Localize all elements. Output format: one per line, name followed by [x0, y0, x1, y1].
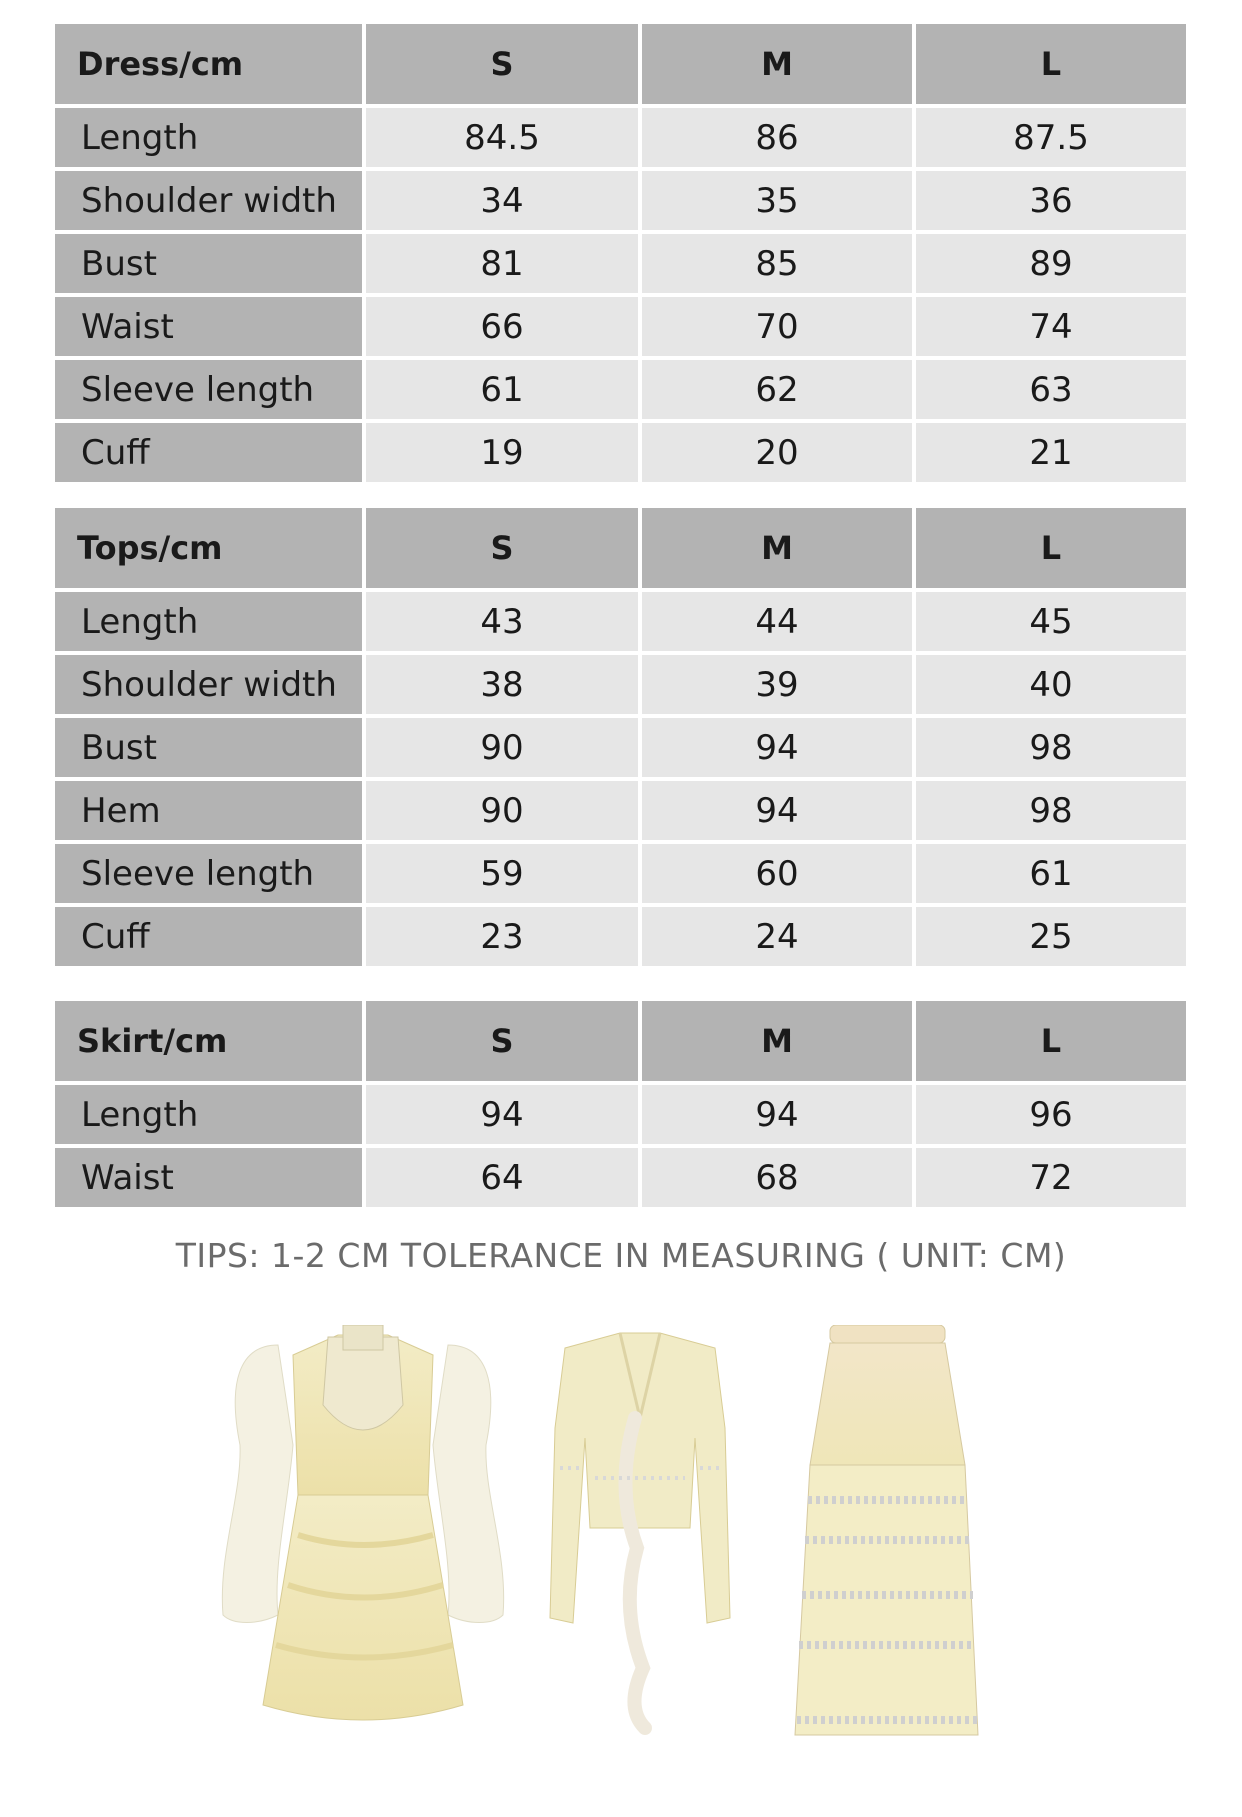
value-cell: 90 — [366, 718, 638, 777]
dress-size-table — [51, 20, 1190, 486]
value-cell: 94 — [642, 781, 912, 840]
size-s-header: S — [366, 24, 638, 104]
value-cell: 44 — [642, 592, 912, 651]
value-cell: 84.5 — [366, 108, 638, 167]
value-cell: 40 — [916, 655, 1186, 714]
table-row — [55, 655, 1186, 714]
row-label: Bust — [55, 234, 362, 293]
table-row — [55, 844, 1186, 903]
size-l-header: L — [916, 1001, 1186, 1081]
value-cell: 60 — [642, 844, 912, 903]
row-label: Length — [55, 1085, 362, 1144]
value-cell: 20 — [642, 423, 912, 482]
value-cell: 25 — [916, 907, 1186, 966]
top-image — [525, 1328, 755, 1738]
table-row — [55, 907, 1186, 966]
value-cell: 36 — [916, 171, 1186, 230]
row-label: Sleeve length — [55, 844, 362, 903]
table-row — [55, 360, 1186, 419]
size-s-header: S — [366, 1001, 638, 1081]
value-cell: 94 — [642, 1085, 912, 1144]
value-cell: 87.5 — [916, 108, 1186, 167]
table-header-row — [55, 24, 1186, 104]
row-label: Shoulder width — [55, 655, 362, 714]
value-cell: 34 — [366, 171, 638, 230]
value-cell: 39 — [642, 655, 912, 714]
value-cell: 90 — [366, 781, 638, 840]
value-cell: 62 — [642, 360, 912, 419]
row-label: Length — [55, 108, 362, 167]
table-row — [55, 108, 1186, 167]
value-cell: 24 — [642, 907, 912, 966]
value-cell: 70 — [642, 297, 912, 356]
value-cell: 21 — [916, 423, 1186, 482]
table-row — [55, 781, 1186, 840]
size-l-header: L — [916, 24, 1186, 104]
value-cell: 96 — [916, 1085, 1186, 1144]
value-cell: 43 — [366, 592, 638, 651]
skirt-size-table — [51, 997, 1190, 1211]
value-cell: 74 — [916, 297, 1186, 356]
table-row — [55, 718, 1186, 777]
table-row — [55, 423, 1186, 482]
skirt-image — [790, 1325, 985, 1745]
row-label: Cuff — [55, 907, 362, 966]
value-cell: 98 — [916, 718, 1186, 777]
size-s-header: S — [366, 508, 638, 588]
size-l-header: L — [916, 508, 1186, 588]
row-label: Cuff — [55, 423, 362, 482]
size-m-header: M — [642, 1001, 912, 1081]
row-label: Hem — [55, 781, 362, 840]
row-label: Bust — [55, 718, 362, 777]
skirt-table-title: Skirt/cm — [55, 1001, 362, 1081]
row-label: Length — [55, 592, 362, 651]
tops-table-title: Tops/cm — [55, 508, 362, 588]
row-label: Shoulder width — [55, 171, 362, 230]
measuring-tips: TIPS: 1-2 CM TOLERANCE IN MEASURING ( UNIT: CM) — [175, 1236, 1067, 1275]
value-cell: 61 — [916, 844, 1186, 903]
value-cell: 89 — [916, 234, 1186, 293]
value-cell: 86 — [642, 108, 912, 167]
dress-image — [218, 1325, 508, 1735]
value-cell: 19 — [366, 423, 638, 482]
row-label: Sleeve length — [55, 360, 362, 419]
value-cell: 23 — [366, 907, 638, 966]
table-header-row — [55, 1001, 1186, 1081]
value-cell: 61 — [366, 360, 638, 419]
value-cell: 85 — [642, 234, 912, 293]
row-label: Waist — [55, 297, 362, 356]
value-cell: 38 — [366, 655, 638, 714]
table-row — [55, 1085, 1186, 1144]
value-cell: 81 — [366, 234, 638, 293]
table-row — [55, 297, 1186, 356]
value-cell: 64 — [366, 1148, 638, 1207]
value-cell: 68 — [642, 1148, 912, 1207]
value-cell: 66 — [366, 297, 638, 356]
value-cell: 63 — [916, 360, 1186, 419]
value-cell: 98 — [916, 781, 1186, 840]
value-cell: 45 — [916, 592, 1186, 651]
size-m-header: M — [642, 508, 912, 588]
value-cell: 72 — [916, 1148, 1186, 1207]
table-row — [55, 592, 1186, 651]
dress-table-title: Dress/cm — [55, 24, 362, 104]
value-cell: 59 — [366, 844, 638, 903]
table-header-row — [55, 508, 1186, 588]
table-row — [55, 1148, 1186, 1207]
value-cell: 94 — [642, 718, 912, 777]
table-row — [55, 234, 1186, 293]
size-m-header: M — [642, 24, 912, 104]
row-label: Waist — [55, 1148, 362, 1207]
table-row — [55, 171, 1186, 230]
value-cell: 94 — [366, 1085, 638, 1144]
value-cell: 35 — [642, 171, 912, 230]
tops-size-table — [51, 504, 1190, 970]
